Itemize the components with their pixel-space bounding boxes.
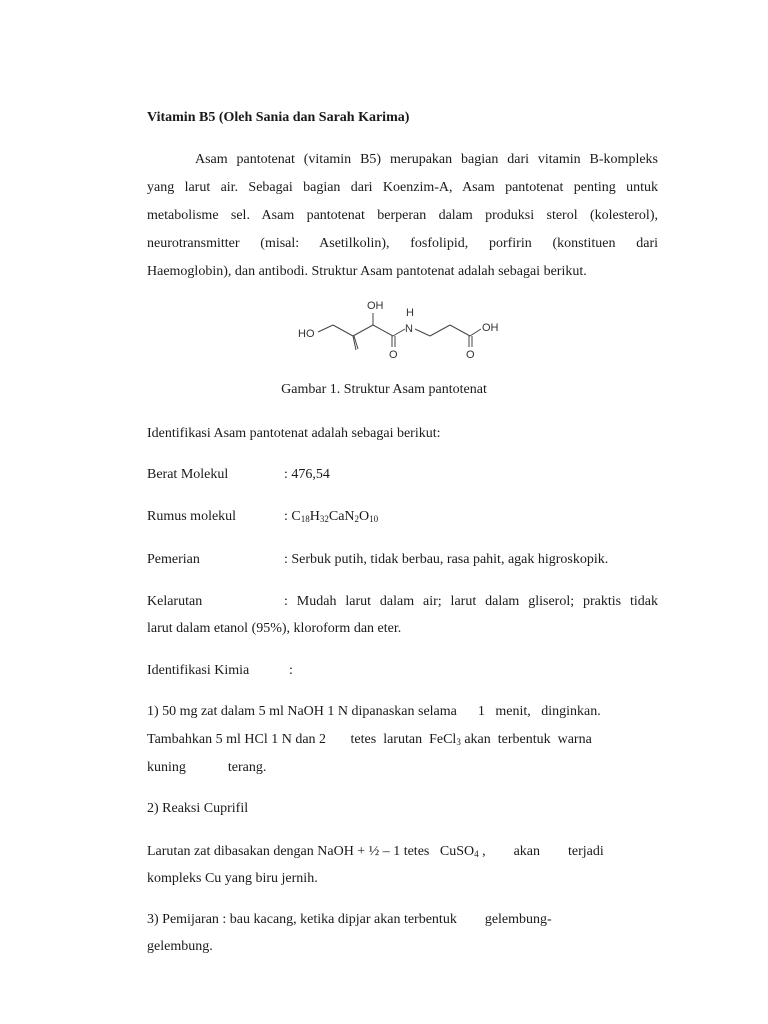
property-value-description: : Serbuk putih, tidak berbau, rasa pahit, agak higroskopik. <box>284 552 609 567</box>
test-1-line-2 <box>147 732 592 748</box>
property-value-molecular-formula <box>284 509 378 525</box>
atom-label: OH <box>482 322 499 334</box>
formula-text: : C <box>284 509 301 524</box>
intro-line: Asam pantotenat (vitamin B5) merupakan bagian dari vitamin B-kompleks <box>195 152 658 167</box>
formula-subscript: 32 <box>319 514 329 524</box>
intro-line: neurotransmitter (misal: Asetilkolin), fosfolipid, porfirin (konstituen dari <box>147 236 658 251</box>
subscript: 4 <box>474 849 479 859</box>
subscript: 3 <box>456 737 461 747</box>
property-label-molecular-formula: Rumus molekul <box>147 509 237 524</box>
atom-label: HO <box>298 328 315 340</box>
text: Tambahkan 5 ml HCl 1 N dan 2 tetes larutan FeCl <box>147 732 457 747</box>
property-label-solubility: Kelarutan <box>147 594 203 609</box>
property-label-description: Pemerian <box>147 552 200 567</box>
test-1-line-3: kuning terang. <box>147 760 267 775</box>
property-value-molecular-weight: : 476,54 <box>284 467 330 482</box>
identification-intro: Identifikasi Asam pantotenat adalah sebagai berikut: <box>147 426 441 441</box>
atom-label: H <box>406 307 414 319</box>
test-1-line-1: 1) 50 mg zat dalam 5 ml NaOH 1 N dipanaskan selama 1 menit, dinginkan. <box>147 704 601 719</box>
test-3-line-1: 3) Pemijaran : bau kacang, ketika dipjar akan terbentuk gelembung- <box>147 912 552 927</box>
figure-caption: Gambar 1. Struktur Asam pantotenat <box>281 382 487 397</box>
formula-subscript: 10 <box>369 514 379 524</box>
formula-text: CaN <box>328 509 355 524</box>
chemical-identification-label: Identifikasi Kimia <box>147 663 250 678</box>
atom-label: OH <box>367 300 384 312</box>
property-label-molecular-weight: Berat Molekul <box>147 467 229 482</box>
formula-text: O <box>359 509 370 524</box>
intro-line: yang larut air. Sebagai bagian dari Koenzim-A, Asam pantotenat penting untuk <box>147 180 658 195</box>
test-2-line-2: kompleks Cu yang biru jernih. <box>147 871 318 886</box>
test-2-heading: 2) Reaksi Cuprifil <box>147 801 249 816</box>
solubility-continuation: larut dalam etanol (95%), kloroform dan eter. <box>147 621 402 636</box>
test-3-line-2: gelembung. <box>147 939 213 954</box>
atom-label: O <box>466 349 475 360</box>
atom-label: N <box>405 323 413 335</box>
test-2-line-1 <box>147 844 604 860</box>
text: , akan terjadi <box>478 844 604 859</box>
atom-label: O <box>389 349 398 360</box>
text: akan terbentuk warna <box>460 732 592 747</box>
pantothenic-acid-structure-diagram <box>295 295 515 360</box>
formula-subscript: 18 <box>300 514 310 524</box>
intro-paragraph <box>147 146 658 286</box>
property-value-solubility: : Mudah larut dalam air; larut dalam gliserol; praktis tidak <box>284 594 658 609</box>
intro-line: metabolisme sel. Asam pantotenat berperan dalam produksi sterol (kolesterol), <box>147 208 658 223</box>
formula-text: H <box>309 509 320 524</box>
document-title: Vitamin B5 (Oleh Sania dan Sarah Karima) <box>147 110 410 125</box>
chemical-identification-colon: : <box>289 663 293 678</box>
text: Larutan zat dibasakan dengan NaOH + ½ – 1 tetes CuSO <box>147 844 475 859</box>
intro-line: Haemoglobin), dan antibodi. Struktur Asam pantotenat adalah sebagai berikut. <box>147 264 587 279</box>
formula-subscript: 2 <box>354 514 360 524</box>
